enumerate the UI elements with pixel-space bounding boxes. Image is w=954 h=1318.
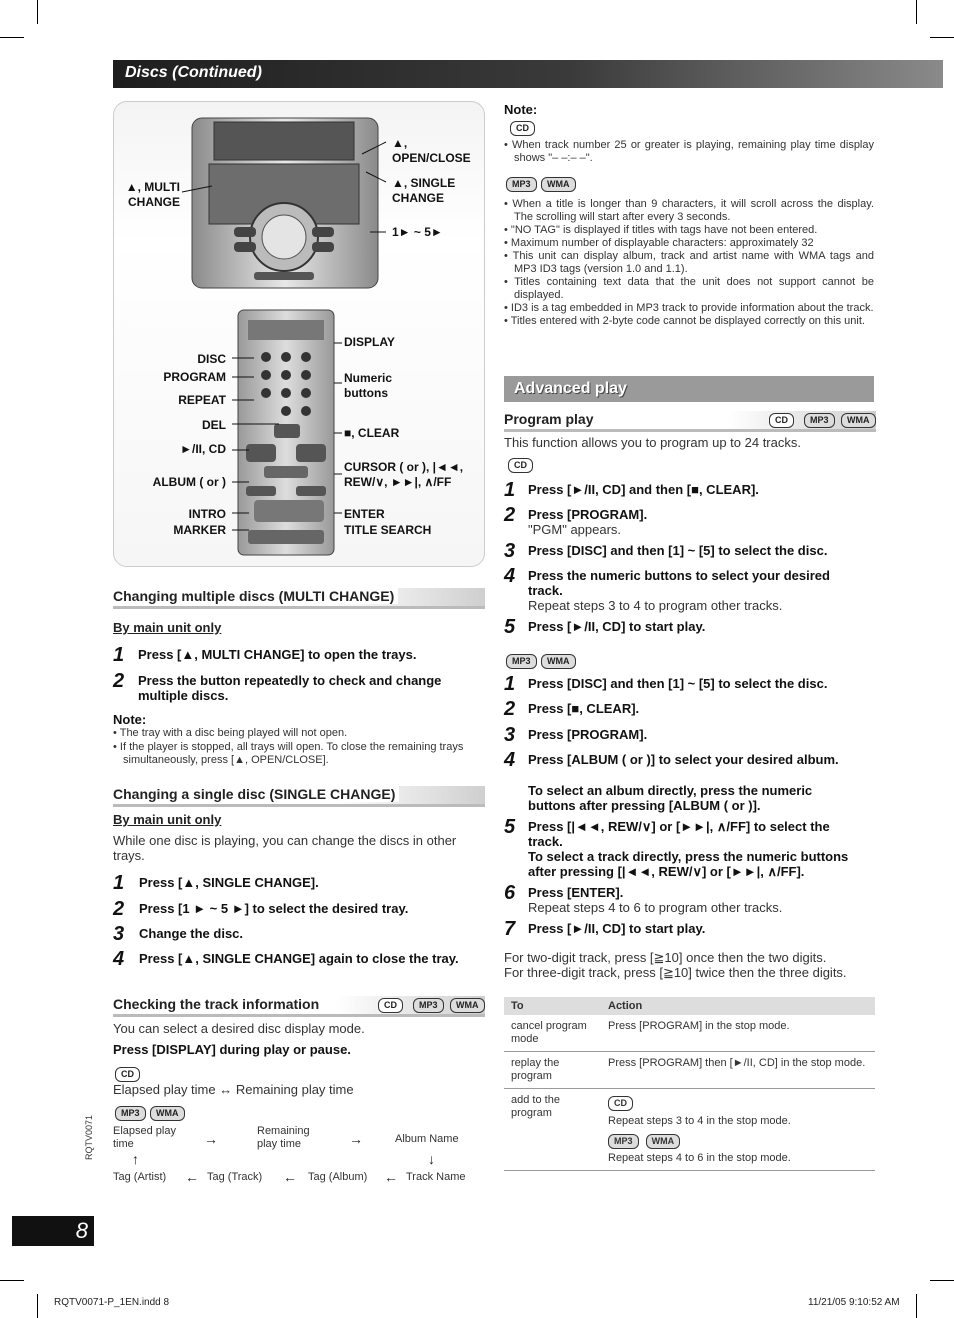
right-note-title: Note: xyxy=(504,102,538,117)
label-album: ALBUM ( or ) xyxy=(152,475,226,489)
subheading-main-unit: By main unit only xyxy=(113,620,222,635)
cd-step-4: Press the numeric buttons to select your desired track. xyxy=(528,568,830,598)
mp3-note: • "NO TAG" is displayed if titles with tags have not been entered. xyxy=(504,224,818,236)
step-number: 7 xyxy=(504,918,516,940)
arrow-down-icon: ↓ xyxy=(428,1151,435,1167)
three-digit-note: For three-digit track, press [≧10] twice then the three digits. xyxy=(504,965,847,980)
label-repeat: REPEAT xyxy=(178,393,226,407)
label-title-search: TITLE SEARCH xyxy=(344,523,432,537)
cell-action: Press [PROGRAM] then [►/II, CD] in the stop mode. xyxy=(601,1052,875,1089)
flow-track-name: Track Name xyxy=(406,1171,466,1183)
step-number: 5 xyxy=(504,816,516,838)
heading-single-change: Changing a single disc (SINGLE CHANGE) xyxy=(113,786,485,807)
mp3-step-3: Press [PROGRAM]. xyxy=(528,727,648,742)
heading-multi-change: Changing multiple discs (MULTI CHANGE) xyxy=(113,588,485,609)
subheading-main-unit-2: By main unit only xyxy=(113,812,222,827)
mp3-step-2: Press [■, CLEAR]. xyxy=(528,701,640,716)
mp3-step-4: Press [ALBUM ( or )] to select your desired album. xyxy=(528,752,839,767)
mp3-note: • ID3 is a tag embedded in MP3 track to provide information about the track. xyxy=(504,302,874,314)
cell-action: Press [PROGRAM] in the stop mode. xyxy=(601,1015,875,1052)
step-number: 3 xyxy=(504,724,516,746)
badge-cd: CD xyxy=(769,413,794,428)
single-step-3: Change the disc. xyxy=(139,926,244,941)
badge-wma: WMA xyxy=(541,177,576,192)
action-table xyxy=(504,997,875,1171)
single-step-1: Press [▲, SINGLE CHANGE]. xyxy=(139,875,319,890)
mp3-note: • Maximum number of displayable characters: approximately 32 xyxy=(504,237,814,249)
flow-album: Album Name xyxy=(395,1133,459,1145)
step-number: 3 xyxy=(113,923,125,945)
badge-mp3: MP3 xyxy=(506,177,537,192)
footer-file: RQTV0071-P_1EN.indd 8 xyxy=(54,1297,170,1308)
cd-step-4-note: Repeat steps 3 to 4 to program other tracks. xyxy=(528,598,783,613)
cell-to: replay the program xyxy=(504,1052,601,1089)
single-step-2: Press [1 ► ~ 5 ►] to select the desired tray. xyxy=(139,901,409,916)
badge-cd: CD xyxy=(608,1096,633,1111)
col-header-to: To xyxy=(504,997,601,1015)
cd-step-3: Press [DISC] and then [1] ~ [5] to select the disc. xyxy=(528,543,828,558)
label-single-change: ▲, SINGLE CHANGE xyxy=(392,176,456,205)
cd-step-1: Press [►/II, CD] and then [■, CLEAR]. xyxy=(528,482,759,497)
mp3-note: • This unit can display album, track and artist name with WMA tags and MP3 ID3 tags (version 1.0 and 1.1). xyxy=(504,250,874,275)
crop-mark xyxy=(930,1280,954,1281)
mp3-note: • Titles entered with 2-byte code cannot be displayed correctly on this unit. xyxy=(504,315,865,327)
single-step-4: Press [▲, SINGLE CHANGE] again to close the tray. xyxy=(139,951,459,966)
flow-artist: Tag (Artist) xyxy=(113,1171,167,1183)
badge-cd: CD xyxy=(508,458,533,473)
label-enter: ENTER xyxy=(344,507,385,521)
track-intro: You can select a desired disc display mode. xyxy=(113,1021,365,1036)
step-number: 1 xyxy=(113,644,125,666)
label-intro: INTRO xyxy=(188,507,226,521)
flow-tag-track: Tag (Track) xyxy=(207,1171,263,1183)
crop-mark xyxy=(0,37,24,38)
badge-wma: WMA xyxy=(541,654,576,669)
flow-tag-album: Tag (Album) xyxy=(308,1171,368,1183)
badge-wma: WMA xyxy=(646,1134,681,1149)
cd-step-2: Press [PROGRAM]. xyxy=(528,507,648,522)
arrow-left-icon: ← xyxy=(185,1169,199,1185)
badge-mp3: MP3 xyxy=(608,1134,639,1149)
add-cd-action: Repeat steps 3 to 4 in the stop mode. xyxy=(608,1115,791,1127)
two-digit-note: For two-digit track, press [≧10] once then the two digits. xyxy=(504,950,827,965)
mp3-step-6: Press [ENTER]. xyxy=(528,885,624,900)
badge-mp3: MP3 xyxy=(506,654,537,669)
badge-wma: WMA xyxy=(450,998,485,1013)
cell-to: add to the program xyxy=(504,1089,601,1171)
mp3-notes-list xyxy=(504,198,874,328)
header-title: Discs (Continued) xyxy=(125,64,262,81)
step-number: 2 xyxy=(504,698,516,720)
label-numeric: Numeric buttons xyxy=(344,371,393,400)
unit-illustration xyxy=(114,102,484,566)
crop-mark xyxy=(37,1294,38,1318)
crop-mark xyxy=(930,37,954,38)
step-number: 6 xyxy=(504,882,516,904)
crop-mark xyxy=(916,0,917,24)
note-title: Note: xyxy=(113,712,147,727)
figure-panel xyxy=(113,101,485,567)
header-bar xyxy=(113,60,943,88)
page-number: 8 xyxy=(75,1218,88,1243)
multi-note-2: • If the player is stopped, all trays will open. To close the remaining trays simultaneously, press [▲, OPEN/CLOSE]. xyxy=(113,741,464,766)
badge-wma: WMA xyxy=(150,1106,185,1121)
multi-step-1: Press [▲, MULTI CHANGE] to open the trays. xyxy=(138,647,417,662)
mp3-note: • Titles containing text data that the unit does not support cannot be displayed. xyxy=(504,276,874,301)
track-instruction: Press [DISPLAY] during play or pause. xyxy=(113,1042,351,1057)
label-disc: DISC xyxy=(197,352,226,366)
multi-note-1: • The tray with a disc being played will not open. xyxy=(113,727,348,739)
label-cursor: CURSOR ( or ), |◄◄, REW/∨, ►►|, ∧/FF xyxy=(344,460,464,489)
label-open-close: ▲, OPEN/CLOSE xyxy=(392,136,471,165)
mp3-step-5: Press [|◄◄, REW/∨] or [►►|, ∧/FF] to select the track. xyxy=(528,819,830,849)
cd-display-cycle: Elapsed play time ↔ Remaining play time xyxy=(113,1082,354,1097)
cd-note: • When track number 25 or greater is playing, remaining play time display shows "– –:– –". xyxy=(504,139,874,164)
heading-track-info: Checking the track information xyxy=(113,996,485,1017)
table-row xyxy=(504,1015,875,1052)
crop-mark xyxy=(916,1294,917,1318)
badge-cd: CD xyxy=(115,1067,140,1082)
badge-mp3: MP3 xyxy=(413,998,444,1013)
advanced-play-banner: Advanced play xyxy=(504,376,874,402)
label-multi-change: ▲, MULTI CHANGE xyxy=(125,180,180,209)
step-number: 1 xyxy=(504,673,516,695)
flow-elapsed: Elapsed play time xyxy=(113,1125,176,1150)
arrow-right-icon: → xyxy=(204,1131,218,1147)
crop-mark xyxy=(37,0,38,24)
badge-mp3: MP3 xyxy=(115,1106,146,1121)
label-play-cd: ►/II, CD xyxy=(180,442,226,456)
table-row xyxy=(504,1052,875,1089)
footer-date: 11/21/05 9:10:52 AM xyxy=(808,1297,900,1308)
cell-to: cancel program mode xyxy=(504,1015,601,1052)
badge-cd: CD xyxy=(378,998,403,1013)
step-number: 2 xyxy=(113,898,125,920)
label-program: PROGRAM xyxy=(163,370,226,384)
label-clear: ■, CLEAR xyxy=(344,426,400,440)
multi-step-2: Press the button repeatedly to check and change multiple discs. xyxy=(138,673,442,703)
mp3-step-4-direct: To select an album directly, press the numeric buttons after pressing [ALBUM ( or )]. xyxy=(528,783,813,813)
step-number: 4 xyxy=(504,565,516,587)
side-code: RQTV0071 xyxy=(84,1114,94,1160)
mp3-step-1: Press [DISC] and then [1] ~ [5] to select the disc. xyxy=(528,676,828,691)
step-number: 3 xyxy=(504,540,516,562)
cd-step-5: Press [►/II, CD] to start play. xyxy=(528,619,706,634)
arrow-left-icon: ← xyxy=(283,1169,297,1185)
badge-cd: CD xyxy=(510,121,535,136)
arrow-left-icon: ← xyxy=(384,1169,398,1185)
col-header-action: Action xyxy=(601,997,875,1015)
label-tray-buttons: 1► ~ 5► xyxy=(392,225,443,239)
label-del: DEL xyxy=(202,418,226,432)
flow-remaining: Remaining play time xyxy=(257,1125,310,1150)
step-number: 2 xyxy=(504,504,516,526)
heading-program-play: Program play xyxy=(504,411,876,432)
badge-mp3: MP3 xyxy=(804,413,835,428)
mp3-step-5-direct: To select a track directly, press the numeric buttons after pressing [|◄◄, REW/∨] or [►►|, ∧/FF]. xyxy=(528,849,849,879)
label-marker: MARKER xyxy=(173,523,226,537)
page-number-box xyxy=(12,1216,94,1246)
arrow-up-icon: ↑ xyxy=(132,1151,139,1167)
single-intro: While one disc is playing, you can change the discs in other trays. xyxy=(113,833,457,863)
step-number: 1 xyxy=(113,872,125,894)
step-number: 2 xyxy=(113,670,125,692)
step-number: 4 xyxy=(113,948,125,970)
mp3-step-7: Press [►/II, CD] to start play. xyxy=(528,921,706,936)
program-intro: This function allows you to program up to 24 tracks. xyxy=(504,435,801,450)
arrow-right-icon: → xyxy=(349,1131,363,1147)
add-mp3-action: Repeat steps 4 to 6 in the stop mode. xyxy=(608,1152,791,1164)
cell-action-add xyxy=(601,1089,875,1171)
mp3-note: • When a title is longer than 9 characters, it will scroll across the display. The scrolling will start after every 3 seconds. xyxy=(504,198,874,223)
badge-wma: WMA xyxy=(841,413,876,428)
table-row xyxy=(504,1089,875,1171)
step-number: 4 xyxy=(504,749,516,771)
cd-step-2-note: "PGM" appears. xyxy=(528,522,622,537)
step-number: 1 xyxy=(504,479,516,501)
step-number: 5 xyxy=(504,616,516,638)
label-display: DISPLAY xyxy=(344,335,395,349)
crop-mark xyxy=(0,1280,24,1281)
mp3-step-6-note: Repeat steps 4 to 6 to program other tracks. xyxy=(528,900,783,915)
